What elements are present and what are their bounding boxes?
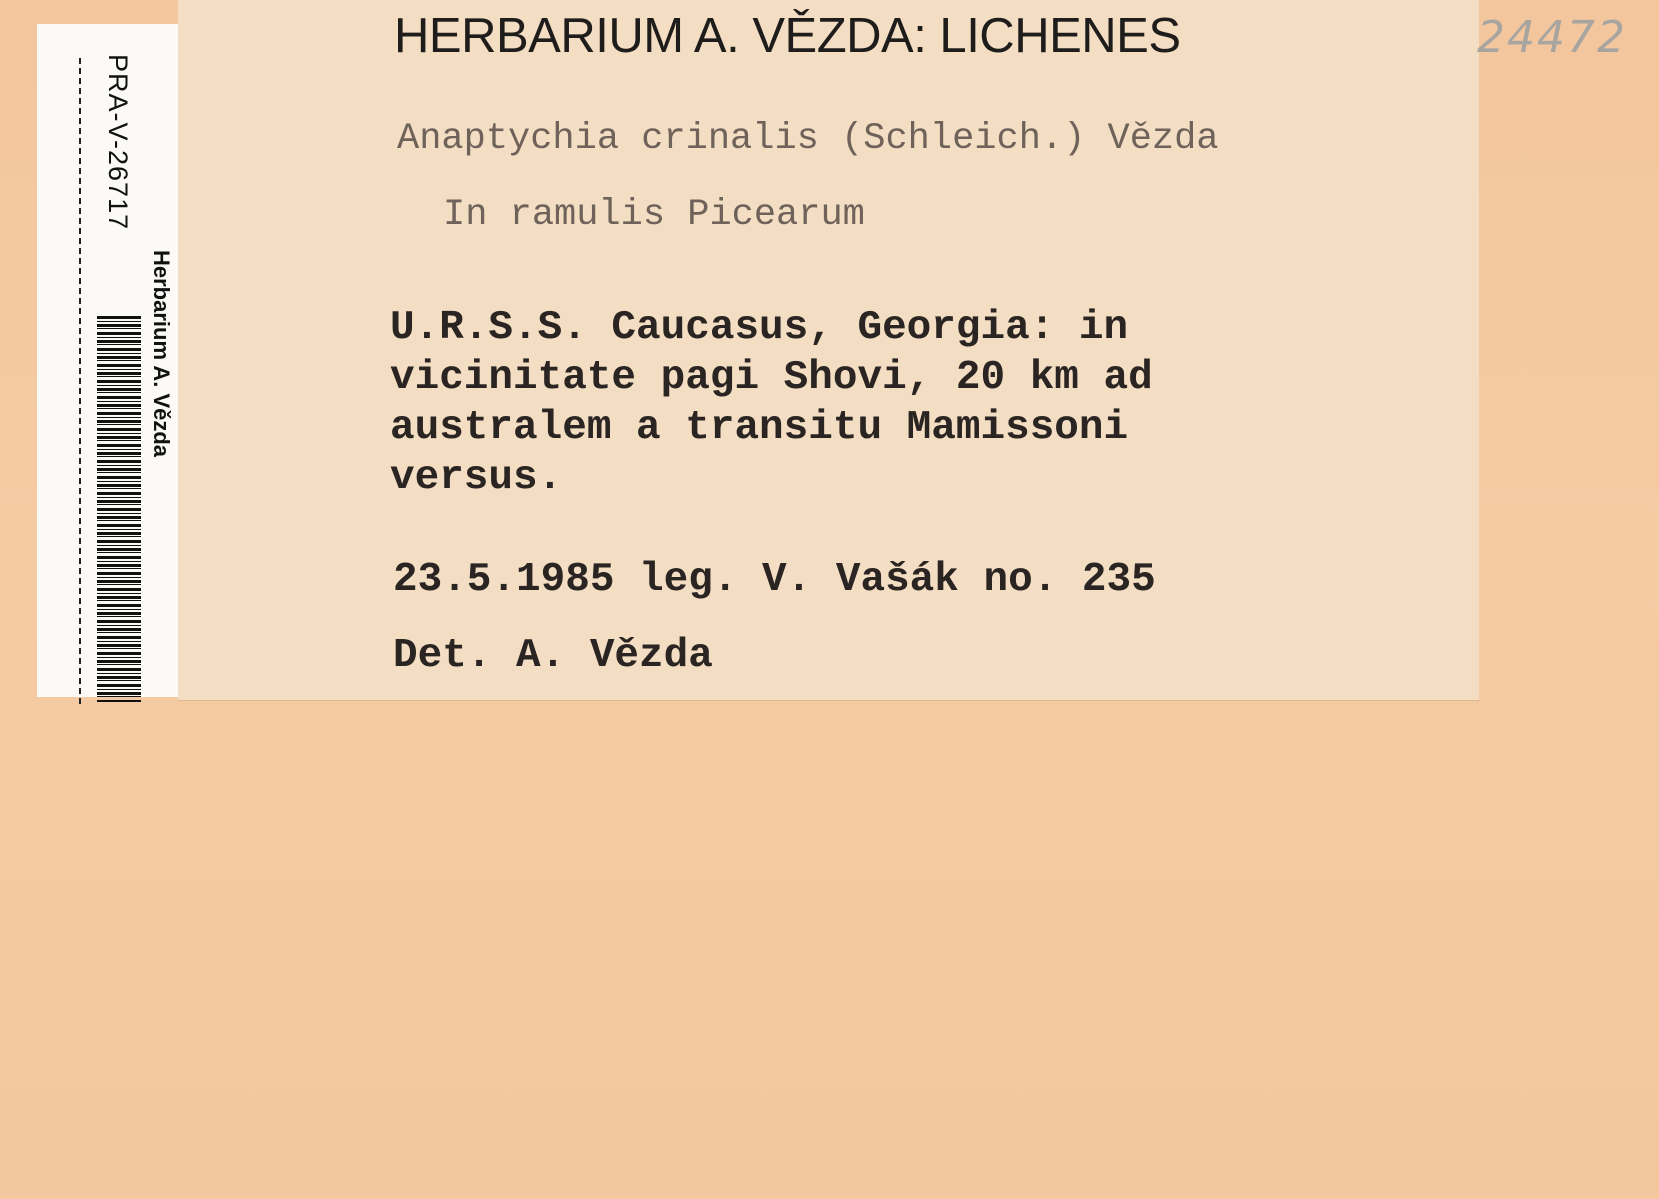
catalog-number: PRA-V-26717 xyxy=(103,54,133,231)
determiner-text: Det. A. Vězda xyxy=(393,633,713,679)
dashed-cut-line xyxy=(79,58,81,704)
locality-line: versus. xyxy=(390,455,563,501)
label-header: HERBARIUM A. VĚZDA: LICHENES xyxy=(394,9,1181,63)
substrate-text: In ramulis Picearum xyxy=(443,194,865,236)
locality-line: vicinitate pagi Shovi, 20 km ad xyxy=(390,355,1153,401)
barcode-icon xyxy=(97,316,141,702)
taxon-name: Anaptychia crinalis (Schleich.) Vězda xyxy=(397,118,1219,160)
barcode-label xyxy=(37,24,189,697)
locality-text xyxy=(390,303,1153,503)
locality-line: australem a transitu Mamissoni xyxy=(390,405,1129,451)
pencil-accession-number: 24472 xyxy=(1477,12,1627,63)
locality-line: U.R.S.S. Caucasus, Georgia: in xyxy=(390,305,1129,351)
collection-date-collector: 23.5.1985 leg. V. Vašák no. 235 xyxy=(393,557,1156,603)
collection-stamp: Herbarium A. Vězda xyxy=(149,250,174,458)
